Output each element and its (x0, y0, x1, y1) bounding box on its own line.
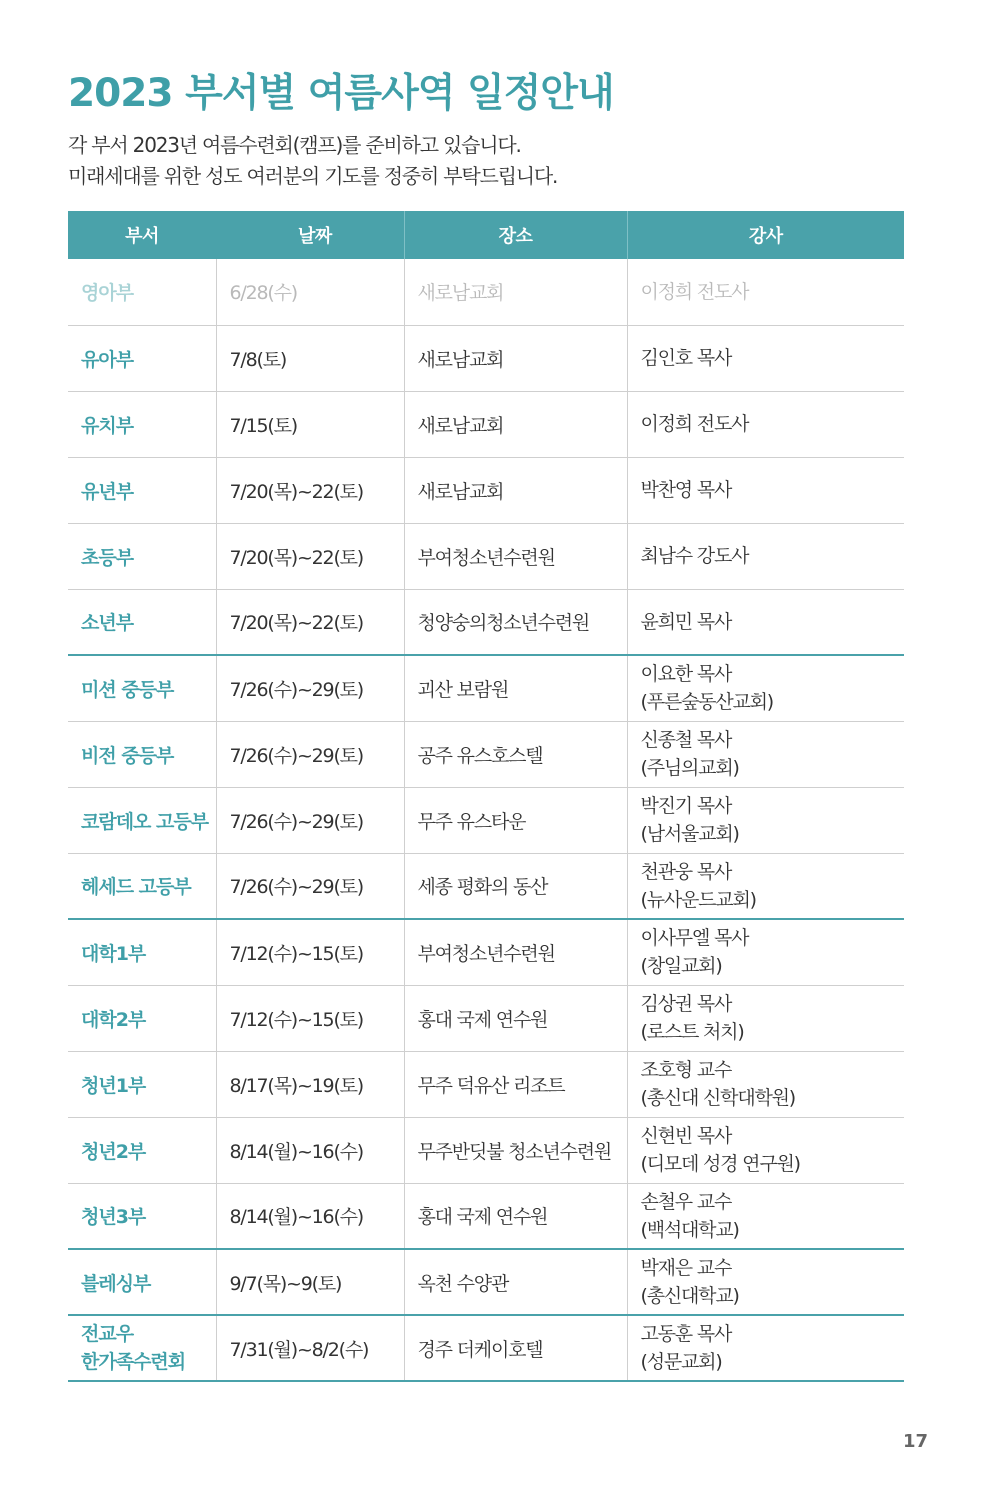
dept-cell: 유치부 (68, 391, 216, 457)
dept-cell: 미션 중등부 (68, 655, 216, 721)
date-cell: 8/14(월)~16(수) (216, 1183, 404, 1249)
table-row (68, 1117, 904, 1183)
speaker-cell (627, 391, 904, 457)
speaker-name: 신현빈 목사 (640, 1125, 732, 1147)
intro-line: 각 부서 2023년 여름수련회(캠프)를 준비하고 있습니다. (68, 133, 521, 157)
dept-cell: 블레싱부 (68, 1249, 216, 1315)
speaker-org: (백석대학교) (640, 1218, 739, 1241)
date-cell: 7/26(수)~29(토) (216, 655, 404, 721)
speaker-org: (남서울교회) (640, 823, 739, 845)
place-cell: 홍대 국제 연수원 (404, 985, 627, 1051)
header-speaker: 강사 (627, 211, 904, 259)
place-cell: 무주반딧불 청소년수련원 (404, 1117, 627, 1183)
place-cell: 무주 유스타운 (404, 787, 627, 853)
speaker-org: (푸른숲동산교회) (640, 691, 774, 714)
speaker-cell (627, 457, 904, 523)
place-cell: 공주 유스호스텔 (404, 721, 627, 787)
table-row (68, 787, 904, 853)
date-cell: 7/26(수)~29(토) (216, 853, 404, 919)
date-cell: 7/20(목)~22(토) (216, 457, 404, 523)
table-row (68, 259, 904, 325)
speaker-name: 김인호 목사 (640, 347, 732, 369)
speaker-cell (627, 325, 904, 391)
table-row (68, 589, 904, 655)
date-cell: 7/26(수)~29(토) (216, 721, 404, 787)
speaker-cell (627, 1183, 904, 1249)
table-row (68, 985, 904, 1051)
table-row (68, 523, 904, 589)
table-row (68, 457, 904, 523)
schedule-table (68, 211, 904, 1382)
speaker-org: (총신대 신학대학원) (640, 1087, 795, 1109)
header-date: 날짜 (216, 211, 404, 259)
speaker-cell (627, 1249, 904, 1315)
intro-line: 미래세대를 위한 성도 여러분의 기도를 정중히 부탁드립니다. (68, 164, 558, 188)
header-dept: 부서 (68, 211, 216, 259)
place-cell: 새로남교회 (404, 325, 627, 391)
table-header-row (68, 211, 904, 259)
table-row (68, 1183, 904, 1249)
dept-cell: 코람데오 고등부 (68, 787, 216, 853)
speaker-name: 고동훈 목사 (640, 1323, 732, 1345)
header-place: 장소 (404, 211, 627, 259)
speaker-org: (로스트 처치) (640, 1021, 744, 1043)
date-cell: 8/14(월)~16(수) (216, 1117, 404, 1183)
date-cell: 7/15(토) (216, 391, 404, 457)
table-row (68, 655, 904, 721)
date-cell: 9/7(목)~9(토) (216, 1249, 404, 1315)
speaker-name: 이정희 전도사 (640, 280, 749, 303)
dept-cell: 청년3부 (68, 1183, 216, 1249)
speaker-name: 박재은 교수 (640, 1257, 732, 1279)
place-cell: 홍대 국제 연수원 (404, 1183, 627, 1249)
speaker-name: 조호형 교수 (640, 1059, 732, 1081)
speaker-name: 이요한 목사 (640, 663, 732, 686)
speaker-cell (627, 523, 904, 589)
speaker-name: 이정희 전도사 (640, 413, 749, 435)
dept-cell: 대학2부 (68, 985, 216, 1051)
date-cell: 7/12(수)~15(토) (216, 985, 404, 1051)
date-cell: 8/17(목)~19(토) (216, 1051, 404, 1117)
dept-cell: 유년부 (68, 457, 216, 523)
dept-cell: 소년부 (68, 589, 216, 655)
table-row (68, 721, 904, 787)
dept-cell: 청년2부 (68, 1117, 216, 1183)
dept-cell (68, 1315, 216, 1381)
place-cell: 새로남교회 (404, 391, 627, 457)
place-cell: 괴산 보람원 (404, 655, 627, 721)
place-cell: 세종 평화의 동산 (404, 853, 627, 919)
date-cell: 7/20(목)~22(토) (216, 523, 404, 589)
table-row (68, 1051, 904, 1117)
place-cell: 경주 더케이호텔 (404, 1315, 627, 1381)
speaker-name: 김상권 목사 (640, 993, 732, 1015)
speaker-cell (627, 1051, 904, 1117)
dept-cell: 대학1부 (68, 919, 216, 985)
place-cell: 새로남교회 (404, 457, 627, 523)
speaker-cell (627, 787, 904, 853)
speaker-name: 천관웅 목사 (640, 860, 732, 883)
page-title: 2023 부서별 여름사역 일정안내 (68, 71, 614, 116)
speaker-name: 박진기 목사 (640, 795, 732, 817)
speaker-cell (627, 259, 904, 325)
dept-cell: 비전 중등부 (68, 721, 216, 787)
dept-cell: 영아부 (68, 259, 216, 325)
place-cell: 새로남교회 (404, 259, 627, 325)
speaker-name: 최남수 강도사 (640, 545, 749, 567)
speaker-org: (뉴사운드교회) (640, 888, 756, 911)
speaker-cell (627, 853, 904, 919)
date-cell: 7/31(월)~8/2(수) (216, 1315, 404, 1381)
place-cell: 부여청소년수련원 (404, 919, 627, 985)
speaker-org: (창일교회) (640, 955, 722, 978)
date-cell: 6/28(수) (216, 259, 404, 325)
table-row (68, 853, 904, 919)
place-cell: 옥천 수양관 (404, 1249, 627, 1315)
speaker-org: (주님의교회) (640, 757, 739, 779)
place-cell: 무주 덕유산 리조트 (404, 1051, 627, 1117)
speaker-cell (627, 655, 904, 721)
date-cell: 7/8(토) (216, 325, 404, 391)
speaker-cell (627, 1117, 904, 1183)
speaker-name: 윤희민 목사 (640, 610, 732, 633)
speaker-org: (총신대학교) (640, 1285, 739, 1307)
speaker-cell (627, 985, 904, 1051)
intro-text (68, 130, 557, 192)
table-row (68, 391, 904, 457)
speaker-name: 손철우 교수 (640, 1190, 732, 1213)
speaker-org: (성문교회) (640, 1351, 722, 1373)
date-cell: 7/26(수)~29(토) (216, 787, 404, 853)
dept-cell: 청년1부 (68, 1051, 216, 1117)
speaker-name: 이사무엘 목사 (640, 927, 749, 950)
speaker-cell (627, 1315, 904, 1381)
dept-cell: 초등부 (68, 523, 216, 589)
dept-line: 전교우 (81, 1323, 134, 1345)
place-cell: 청양숭의청소년수련원 (404, 589, 627, 655)
page-number: 17 (903, 1431, 929, 1452)
table-row (68, 1249, 904, 1315)
date-cell: 7/12(수)~15(토) (216, 919, 404, 985)
dept-cell: 헤세드 고등부 (68, 853, 216, 919)
speaker-org: (디모데 성경 연구원) (640, 1153, 800, 1175)
speaker-name: 박찬영 목사 (640, 479, 732, 501)
speaker-name: 신종철 목사 (640, 729, 732, 751)
place-cell: 부여청소년수련원 (404, 523, 627, 589)
dept-line: 한가족수련회 (81, 1351, 186, 1373)
table-row (68, 919, 904, 985)
table-row (68, 325, 904, 391)
date-cell: 7/20(목)~22(토) (216, 589, 404, 655)
speaker-cell (627, 589, 904, 655)
speaker-cell (627, 919, 904, 985)
speaker-cell (627, 721, 904, 787)
table-row (68, 1315, 904, 1381)
dept-cell: 유아부 (68, 325, 216, 391)
